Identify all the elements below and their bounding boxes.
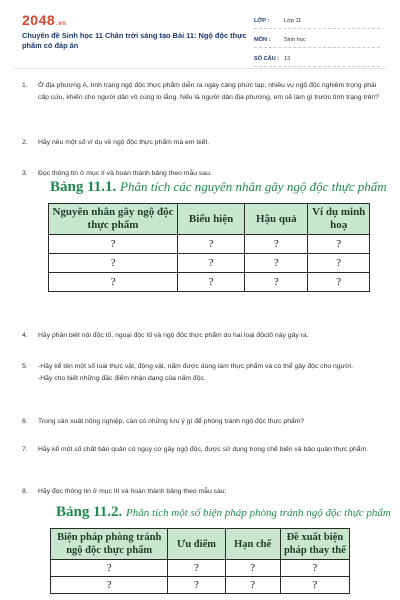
table-header-row (51, 529, 350, 560)
question-7: 7. Hãy kể một số chất bảo quản có nguy cơ gây ngộ độc, được sử dụng trong chế biến và bảo quản thực phẩm. (22, 446, 369, 453)
meta-subject: MÔN : Sinh học (254, 33, 380, 48)
question-1: 1. Ở địa phương A, tình trạng ngộ độc thực phẩm diễn ra ngày càng phức tạp, nhiều vụ ngộ độc nghiêm trọng phải cấp cứu, khiến cho người dân vô cùng lo lắng. Nếu là người dân địa phương, em sẽ làm gì trước tình trạng trên? (22, 82, 379, 101)
header-divider (14, 68, 386, 69)
table-cell: ? (308, 273, 370, 292)
table-cell: ? (280, 577, 349, 594)
table-header-cell: Ví dụ minh hoạ (308, 204, 370, 235)
table-cell: ? (225, 577, 280, 594)
table-row (51, 560, 350, 577)
table-header-cell: Hạn chế (225, 529, 280, 560)
table-header-cell: Biểu hiện (178, 204, 245, 235)
question-8: 8. Hãy đọc thông tin ở mục III và hoàn thành bảng theo mẫu sau: (22, 488, 227, 495)
table-cell: ? (178, 235, 245, 254)
document-header (0, 0, 400, 62)
table-header-row (49, 204, 370, 235)
table-row (49, 235, 370, 254)
table-2-title: Bảng 11.2. Phân tích một số biện pháp phòng tránh ngộ độc thực phẩm (56, 504, 391, 520)
table-cell: ? (178, 254, 245, 273)
document-meta (254, 14, 380, 71)
table-cell: ? (51, 560, 168, 577)
table-row (49, 254, 370, 273)
document-title: Chuyên đề Sinh học 11 Chân trời sáng tạo Bài 11: Ngộ độc thực phẩm có đáp án (22, 31, 247, 50)
table-cell: ? (245, 273, 308, 292)
table-header-cell: Đề xuất biện pháp thay thế (280, 529, 349, 560)
meta-question-count: SỐ CÂU : 13 (254, 52, 380, 67)
table-cell: ? (245, 235, 308, 254)
table-1 (48, 203, 370, 292)
table-cell: ? (225, 560, 280, 577)
table-cell: ? (49, 235, 178, 254)
question-3: 3. Đọc thông tin ở mục II và hoàn thành bảng theo mẫu sau: (22, 170, 212, 177)
table-row (49, 273, 370, 292)
table-cell: ? (245, 254, 308, 273)
table-header-cell: Ưu điểm (168, 529, 225, 560)
question-6: 6. Trong sản xuất nông nghiệp, cần có những lưu ý gì để phòng tránh ngộ độc thực phẩm? (22, 418, 305, 425)
table-cell: ? (308, 254, 370, 273)
table-cell: ? (168, 560, 225, 577)
table-header-cell: Hậu quả (245, 204, 308, 235)
question-2: 2. Hãy nêu một số ví dụ về ngộ độc thực phẩm mà em biết. (22, 139, 210, 146)
table-cell: ? (51, 577, 168, 594)
table-1-title: Bảng 11.1. Phân tích các nguyên nhân gây ngộ độc thực phẩm (50, 179, 387, 195)
table-header-cell: Biện pháp phòng tránh ngộ độc thực phẩm (51, 529, 168, 560)
meta-grade: LỚP : Lớp 11 (254, 14, 380, 29)
table-cell: ? (49, 254, 178, 273)
table-row (51, 577, 350, 594)
question-5: 5. -Hãy kể tên một số loài thực vật, động vật, nấm được dùng làm thực phẩm và có thể gây độc cho người. -Hãy cho biết những đặc điểm nhận dạng của nấm độc. (22, 363, 354, 382)
table-header-cell: Nguyên nhân gây ngộ độc thực phẩm (49, 204, 178, 235)
table-cell: ? (308, 235, 370, 254)
table-cell: ? (280, 560, 349, 577)
question-4: 4. Hãy phân biệt nội độc tố, ngoại độc tố và ngộ độc thực phẩm do hai loại độctố này gây ra. (22, 332, 309, 339)
table-cell: ? (178, 273, 245, 292)
table-2 (50, 528, 350, 594)
table-cell: ? (168, 577, 225, 594)
table-cell: ? (49, 273, 178, 292)
site-logo[interactable]: 2048.vn (22, 12, 67, 28)
